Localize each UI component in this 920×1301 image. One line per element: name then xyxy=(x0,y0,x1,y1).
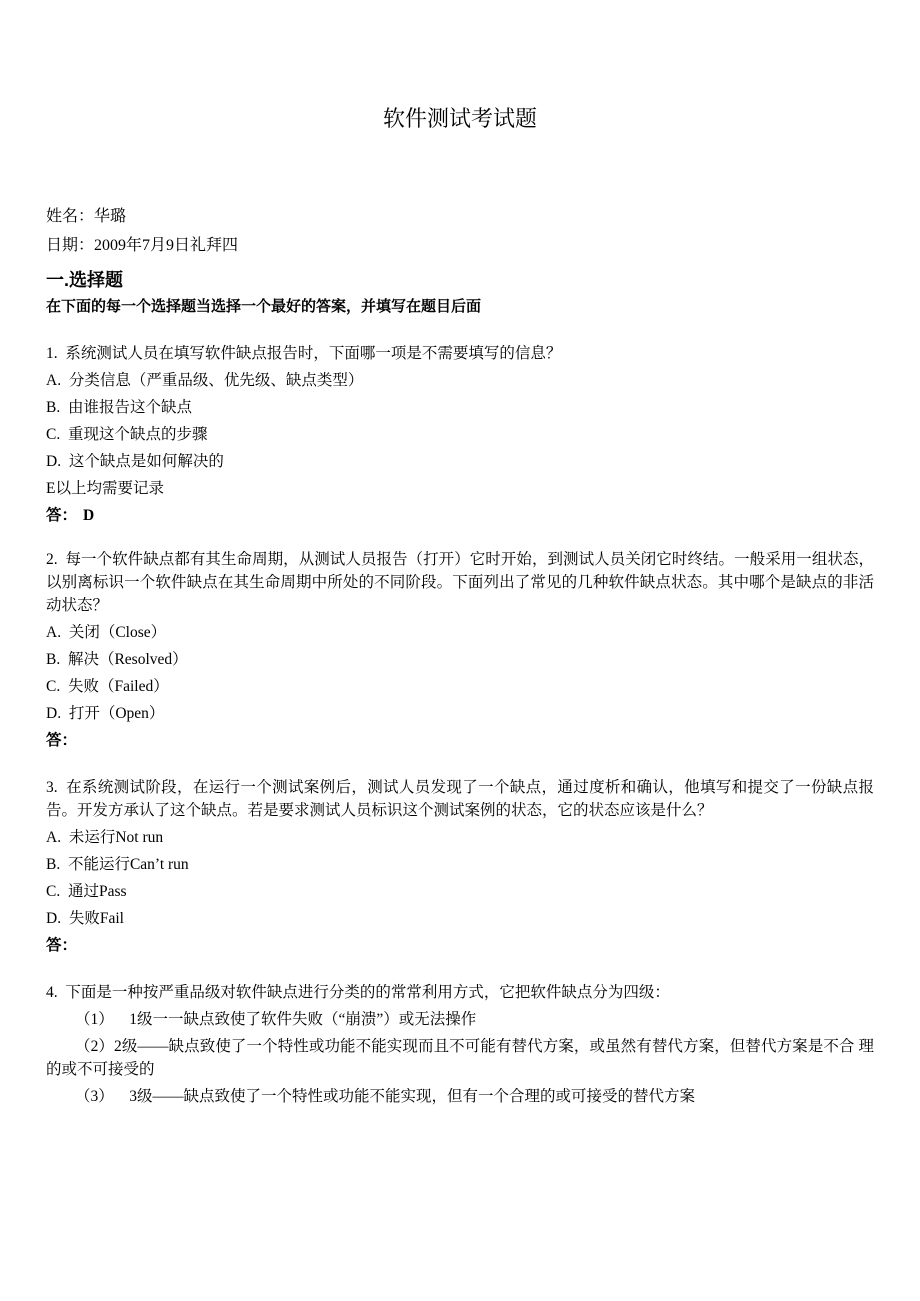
sub-item-1: （1） 1级一一缺点致使了软件失败（“崩溃”）或无法操作 xyxy=(75,1011,477,1028)
option-c: C. 失败（Failed） xyxy=(46,678,169,695)
option-d: D. 打开（Open） xyxy=(46,705,165,722)
question-3 xyxy=(46,776,874,957)
option-a: A. 未运行Not run xyxy=(46,829,164,846)
name-label: 姓名： xyxy=(46,208,95,225)
question-stem: 1. 系统测试人员在填写软件缺点报告时，下面哪一项是不需要填写的信息？ xyxy=(46,345,562,362)
answer-line xyxy=(46,729,874,752)
question-stem: 4. 下面是一种按严重品级对软件缺点进行分类的的常常利用方式，它把软件缺点分为四级： xyxy=(46,984,670,1001)
question-1 xyxy=(46,342,874,527)
document-title: 软件测试考试题 xyxy=(382,106,537,131)
section-instruction: 在下面的每一个选择题当选择一个最好的答案，并填写在题目后面 xyxy=(46,298,482,315)
option-d: D. 失败Fail xyxy=(46,910,124,927)
answer-label: 答： xyxy=(46,732,78,749)
option-b: B. 不能运行Can’t run xyxy=(46,856,189,873)
option-b: B. 由谁报告这个缺点 xyxy=(46,399,192,416)
option-c: C. 重现这个缺点的步骤 xyxy=(46,426,208,443)
sub-item-2: （2）2级——缺点致使了一个特性或功能不能实现而且不可能有替代方案，或虽然有替代方案，但替代方案是不合 理的或不可接受的 xyxy=(46,1038,874,1078)
question-4 xyxy=(46,981,874,1108)
option-c: C. 通过Pass xyxy=(46,883,127,900)
date-line xyxy=(46,231,874,260)
sub-item-3: （3） 3级——缺点致使了一个特性或功能不能实现，但有一个合理的或可接受的替代方案 xyxy=(75,1088,696,1105)
answer-line xyxy=(46,504,874,527)
date-label: 日期： xyxy=(46,237,95,254)
name-line xyxy=(46,202,874,231)
question-stem: 2. 每一个软件缺点都有其生命周期，从测试人员报告（打开）它时开始，到测试人员关闭它时终结。一般采用一组状态，以别离标识一个软件缺点在其生命周期中所处的不同阶段。下面列出了常见的几种软件缺点状态。其中哪个是缺点的非活动状态？ xyxy=(46,551,874,614)
answer-line xyxy=(46,934,874,957)
name-value: 华璐 xyxy=(94,208,127,225)
option-a: A. 分类信息（严重品级、优先级、缺点类型） xyxy=(46,372,364,389)
option-e: E以上均需要记录 xyxy=(46,480,164,497)
answer-label: 答： xyxy=(46,507,78,524)
option-d: D. 这个缺点是如何解决的 xyxy=(46,453,224,470)
date-value: 2009年7月9日礼拜四 xyxy=(94,237,239,254)
meta-block xyxy=(46,202,874,260)
question-stem: 3. 在系统测试阶段，在运行一个测试案例后，测试人员发现了一个缺点，通过度析和确认，他填写和提交了一份缺点报告。开发方承认了这个缺点。若是要求测试人员标识这个测试案例的状态，它的状态应该是什么？ xyxy=(46,779,874,819)
section-heading: 一.选择题 xyxy=(46,270,124,290)
option-b: B. 解决（Resolved） xyxy=(46,651,188,668)
answer-label: 答： xyxy=(46,937,78,954)
question-2 xyxy=(46,548,874,752)
option-a: A. 关闭（Close） xyxy=(46,624,167,641)
answer-value: D xyxy=(83,507,95,524)
